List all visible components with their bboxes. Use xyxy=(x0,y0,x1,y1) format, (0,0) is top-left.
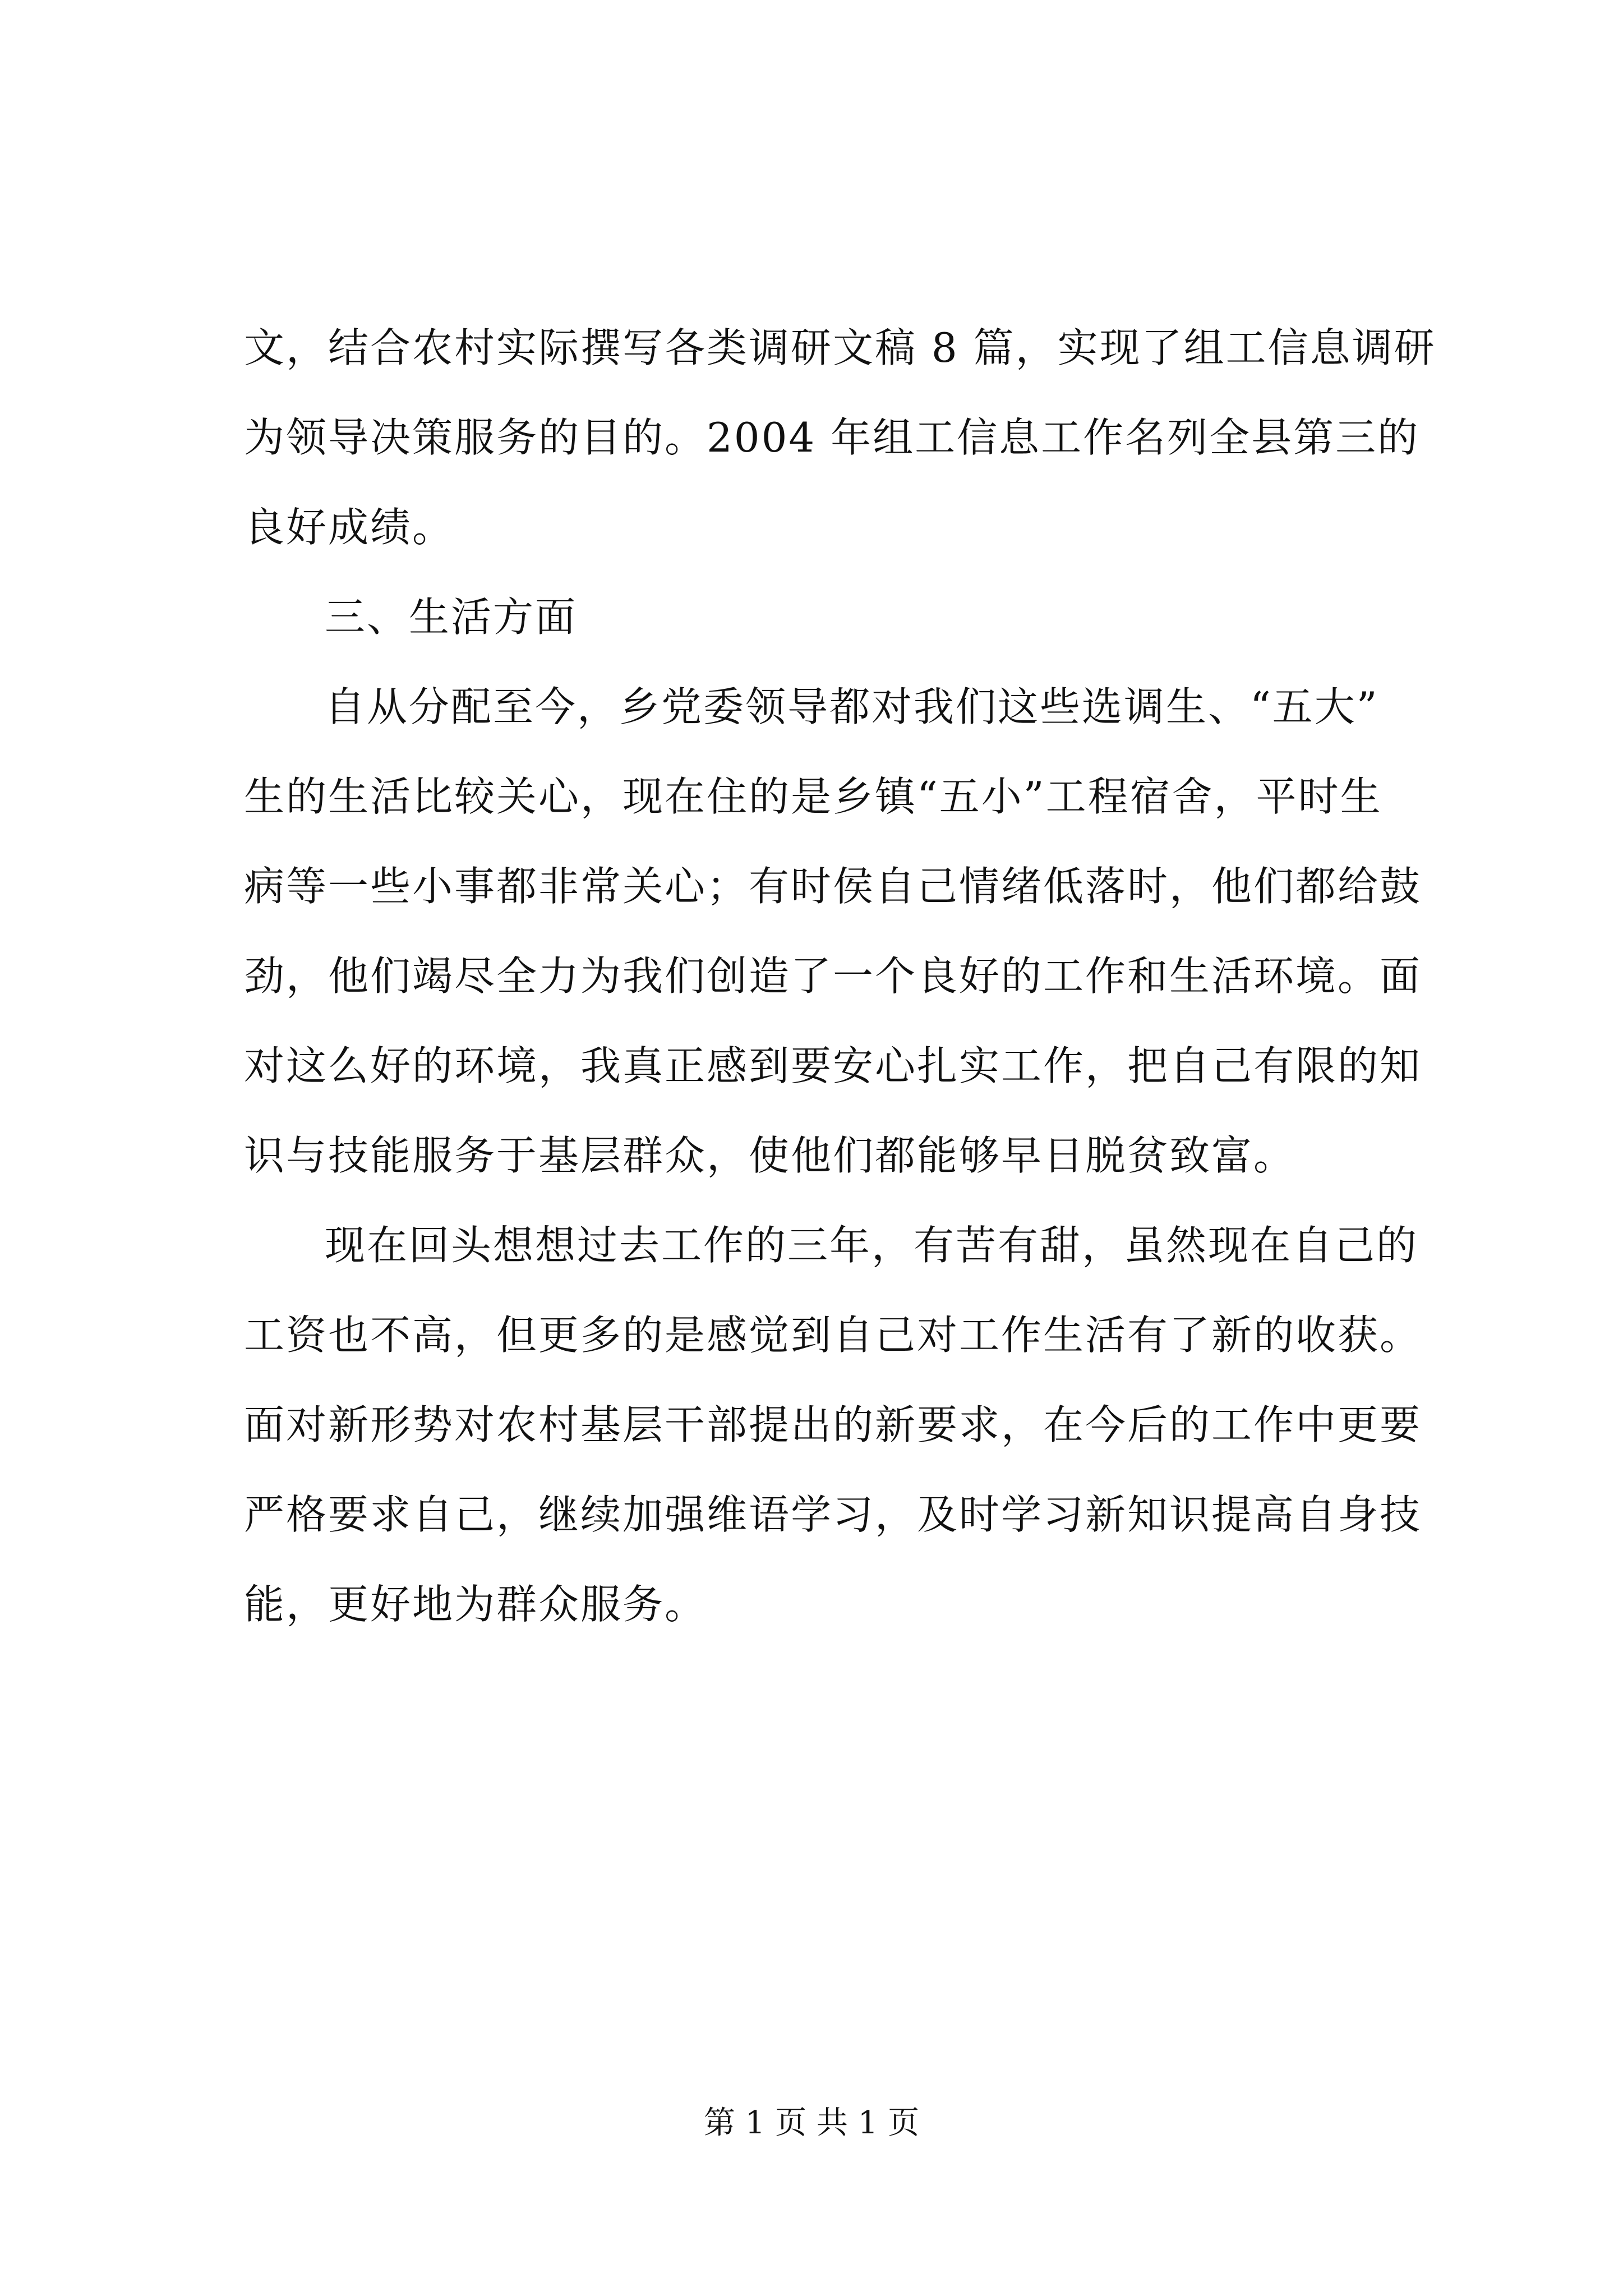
page-number-label: 第 1 页 共 1 页 xyxy=(703,2105,920,2141)
section-heading xyxy=(244,572,1408,662)
text-line: 现在回头想想过去工作的三年，有苦有甜，虽然现在自己的 xyxy=(325,1222,1419,1269)
text-line: 生的生活比较关心，现在住的是乡镇“五小”工程宿舍，平时生 xyxy=(244,773,1382,820)
text-line: 劲，他们竭尽全力为我们创造了一个良好的工作和生活环境。面 xyxy=(244,953,1422,1000)
text-line: 工资也不高，但更多的是感觉到自己对工作生活有了新的收获。 xyxy=(244,1312,1422,1359)
text-line: 病等一些小事都非常关心；有时侯自己情绪低落时，他们都给鼓 xyxy=(244,863,1422,910)
text-line: 良好成绩。 xyxy=(244,504,455,551)
page-footer xyxy=(0,2101,1623,2146)
text-line: 为领导决策服务的目的。2004 年组工信息工作名列全县第三的 xyxy=(244,414,1420,461)
text-line: 对这么好的环境，我真正感到要安心扎实工作，把自己有限的知 xyxy=(244,1042,1422,1089)
text-line: 识与技能服务于基层群众，使他们都能够早日脱贫致富。 xyxy=(244,1132,1296,1179)
text-line: 面对新形势对农村基层干部提出的新要求，在今后的工作中更要 xyxy=(244,1401,1422,1448)
document-body xyxy=(244,303,1436,1649)
text-line: 能，更好地为群众服务。 xyxy=(244,1581,707,1628)
section-heading-text: 三、生活方面 xyxy=(325,593,578,641)
paragraph xyxy=(244,662,1422,1200)
paragraph xyxy=(244,303,1436,572)
text-line: 严格要求自己，继续加强维语学习，及时学习新知识提高自身技 xyxy=(244,1491,1422,1538)
text-line: 自从分配至今，乡党委领导都对我们这些选调生、“五大” xyxy=(325,683,1379,730)
text-line: 文，结合农村实际撰写各类调研文稿 8 篇，实现了组工信息调研 xyxy=(244,324,1436,371)
paragraph xyxy=(244,1200,1422,1649)
